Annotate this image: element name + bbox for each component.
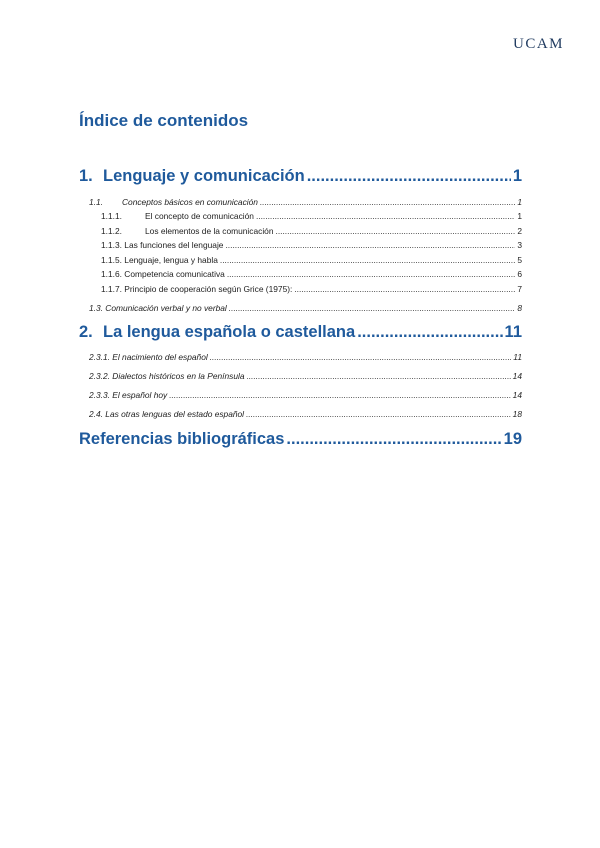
toc-entry-title: La lengua española o castellana — [103, 323, 356, 341]
toc-entry-title: 2.3.1. El nacimiento del español — [89, 352, 208, 362]
dot-leader — [227, 269, 515, 279]
toc-entry-2-3-2[interactable] — [89, 371, 522, 390]
toc-entry-1-1[interactable] — [89, 197, 522, 211]
toc-entry-1-1-5[interactable] — [101, 255, 522, 270]
dot-leader — [246, 409, 511, 419]
ucam-logo: UCAM — [512, 36, 564, 52]
dot-leader — [307, 167, 511, 186]
toc-title: Índice de contenidos — [79, 111, 249, 130]
toc-entry-title: 2.4. Las otras lenguas del estado español — [89, 409, 245, 419]
toc-entry-1-1-3[interactable] — [101, 240, 522, 255]
toc-entry-page: 6 — [517, 269, 522, 279]
toc-entry-2[interactable] — [79, 323, 522, 348]
dot-leader — [247, 371, 511, 381]
dot-leader — [210, 352, 512, 362]
toc-entry-number: 1.1.1. — [101, 211, 122, 221]
toc-entry-page: 5 — [517, 254, 522, 265]
toc-entry-title: 1.3. Comunicación verbal y no verbal — [89, 303, 227, 313]
dot-leader — [220, 255, 515, 265]
toc-entry-1-1-2[interactable] — [101, 226, 522, 241]
dot-leader — [286, 430, 501, 449]
toc-entry-title: 1.1.3. Las funciones del lenguaje — [101, 240, 224, 250]
toc-entry-page: 14 — [512, 390, 522, 400]
dot-leader — [260, 197, 515, 207]
dot-leader — [229, 303, 516, 313]
toc-entry-1-3[interactable] — [89, 303, 522, 317]
toc-entry-title: 1.1.5. Lenguaje, lengua y habla — [101, 254, 218, 265]
toc-entry-title: 1.1.7. Principio de cooperación según Grice (1975): — [101, 283, 293, 294]
toc-entry-page: 2 — [517, 225, 522, 236]
toc-entry-references[interactable] — [79, 430, 522, 455]
toc-entry-page: 1 — [517, 211, 522, 221]
toc-entry-page: 19 — [503, 430, 522, 448]
dot-leader — [169, 390, 510, 400]
dot-leader — [276, 226, 516, 236]
table-of-contents — [79, 167, 522, 455]
toc-entry-title: Lenguaje y comunicación — [103, 167, 305, 185]
dot-leader — [225, 240, 515, 250]
toc-entry-page: 8 — [517, 303, 522, 313]
toc-entry-page: 1 — [517, 197, 522, 207]
toc-entry-title: 2.3.2. Dialectos históricos en la Península — [89, 371, 245, 381]
toc-entry-page: 11 — [504, 323, 522, 341]
dot-leader — [357, 323, 502, 342]
toc-entry-title: 1.1.6. Competencia comunicativa — [101, 269, 225, 279]
toc-entry-title: Los elementos de la comunicación — [145, 225, 274, 236]
toc-entry-title: Conceptos básicos en comunicación — [122, 197, 258, 207]
dot-leader — [294, 284, 515, 294]
toc-entry-title: 2.3.3. El español hoy — [89, 390, 168, 400]
toc-entry-title: Referencias bibliográficas — [79, 430, 285, 448]
toc-entry-2-3-3[interactable] — [89, 390, 522, 409]
toc-entry-page: 3 — [517, 240, 522, 250]
toc-entry-1[interactable] — [79, 167, 522, 192]
toc-entry-page: 14 — [512, 371, 522, 381]
dot-leader — [256, 211, 515, 221]
toc-entry-page: 1 — [512, 167, 522, 185]
toc-entry-number: 1. — [79, 167, 93, 185]
toc-entry-number: 1.1. — [89, 197, 103, 207]
toc-entry-2-4[interactable] — [89, 409, 522, 428]
toc-entry-number: 2. — [79, 323, 93, 341]
toc-entry-page: 7 — [517, 283, 522, 294]
toc-entry-page: 11 — [513, 352, 522, 362]
toc-entry-page: 18 — [512, 409, 522, 419]
toc-entry-title: El concepto de comunicación — [145, 211, 254, 221]
toc-entry-2-3-1[interactable] — [89, 352, 522, 371]
toc-entry-1-1-1[interactable] — [101, 211, 522, 226]
toc-entry-1-1-6[interactable] — [101, 269, 522, 284]
toc-entry-1-1-7[interactable] — [101, 284, 522, 299]
toc-entry-number: 1.1.2. — [101, 225, 122, 236]
